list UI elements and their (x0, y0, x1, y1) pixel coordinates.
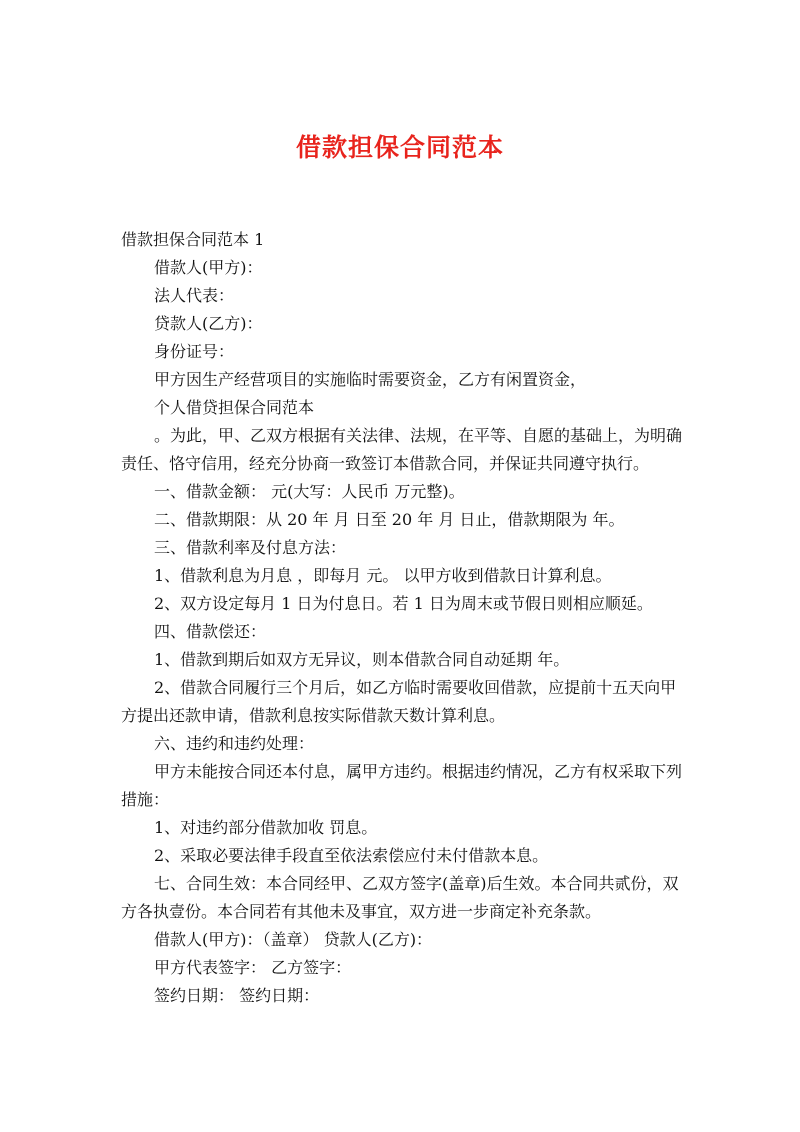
doc-line-default-1a: 甲方未能按合同还本付息，属甲方违约。根据违约情况，乙方有权采取下列 (154, 762, 683, 781)
doc-line-repayment-2a: 2、借款合同履行三个月后，如乙方临时需要收回借款，应提前十五天向甲 (154, 678, 677, 697)
doc-line-default-1b: 措施： (121, 790, 170, 809)
doc-line-rate-heading: 三、借款利率及付息方法： (154, 538, 347, 557)
doc-line-personal-loan: 个人借贷担保合同范本 (154, 398, 315, 417)
doc-line-effective-b: 方各执壹份。本合同若有其他未及事宜，双方进一步商定补充条款。 (121, 902, 602, 921)
doc-line-borrower: 借款人(甲方)： (154, 258, 263, 277)
document-title: 借款担保合同范本 (295, 133, 504, 162)
doc-line-amount: 一、借款金额： 元(大写：人民币 万元整)。 (154, 482, 465, 501)
doc-line-repayment-1: 1、借款到期后如双方无异议，则本借款合同自动延期 年。 (154, 650, 570, 669)
doc-line-repayment-2b: 方提出还款申请，借款利息按实际借款天数计算利息。 (121, 706, 506, 725)
doc-line-parties-signature: 借款人(甲方)：（盖章） 贷款人(乙方)： (154, 930, 433, 949)
doc-line-agreement-2: 责任、恪守信用，经充分协商一致签订本借款合同，并保证共同遵守执行。 (121, 454, 650, 473)
doc-line-rate-1: 1、借款利息为月息 ，即每月 元。 以甲方收到借款日计算利息。 (154, 566, 612, 585)
doc-line-id-number: 身份证号： (154, 342, 235, 361)
doc-line-representative-signature: 甲方代表签字： 乙方签字： (154, 958, 352, 977)
doc-line-sign-date: 签约日期： 签约日期： (154, 986, 320, 1005)
doc-line-default-3: 2、采取必要法律手段直至依法索偿应付未付借款本息。 (154, 846, 549, 865)
doc-line-default-heading: 六、违约和违约处理： (154, 734, 315, 753)
doc-line-purpose: 甲方因生产经营项目的实施临时需要资金，乙方有闲置资金， (154, 370, 587, 389)
doc-line-agreement-1: 。为此，甲、乙双方根据有关法律、法规，在平等、自愿的基础上，为明确 (154, 426, 683, 445)
doc-line-term: 二、借款期限：从 20 年 月 日至 20 年 月 日止，借款期限为 年。 (154, 510, 625, 529)
doc-line-lender: 贷款人(乙方)： (154, 314, 263, 333)
doc-line-default-2: 1、对违约部分借款加收 罚息。 (154, 818, 378, 837)
doc-line-subtitle: 借款担保合同范本 1 (121, 230, 265, 249)
doc-line-repayment-heading: 四、借款偿还： (154, 622, 267, 641)
doc-line-legal-rep: 法人代表： (154, 286, 235, 305)
doc-line-rate-2: 2、双方设定每月 1 日为付息日。若 1 日为周末或节假日则相应顺延。 (154, 594, 653, 613)
doc-line-effective-a: 七、合同生效：本合同经甲、乙双方签字(盖章)后生效。本合同共贰份，双 (154, 874, 679, 893)
